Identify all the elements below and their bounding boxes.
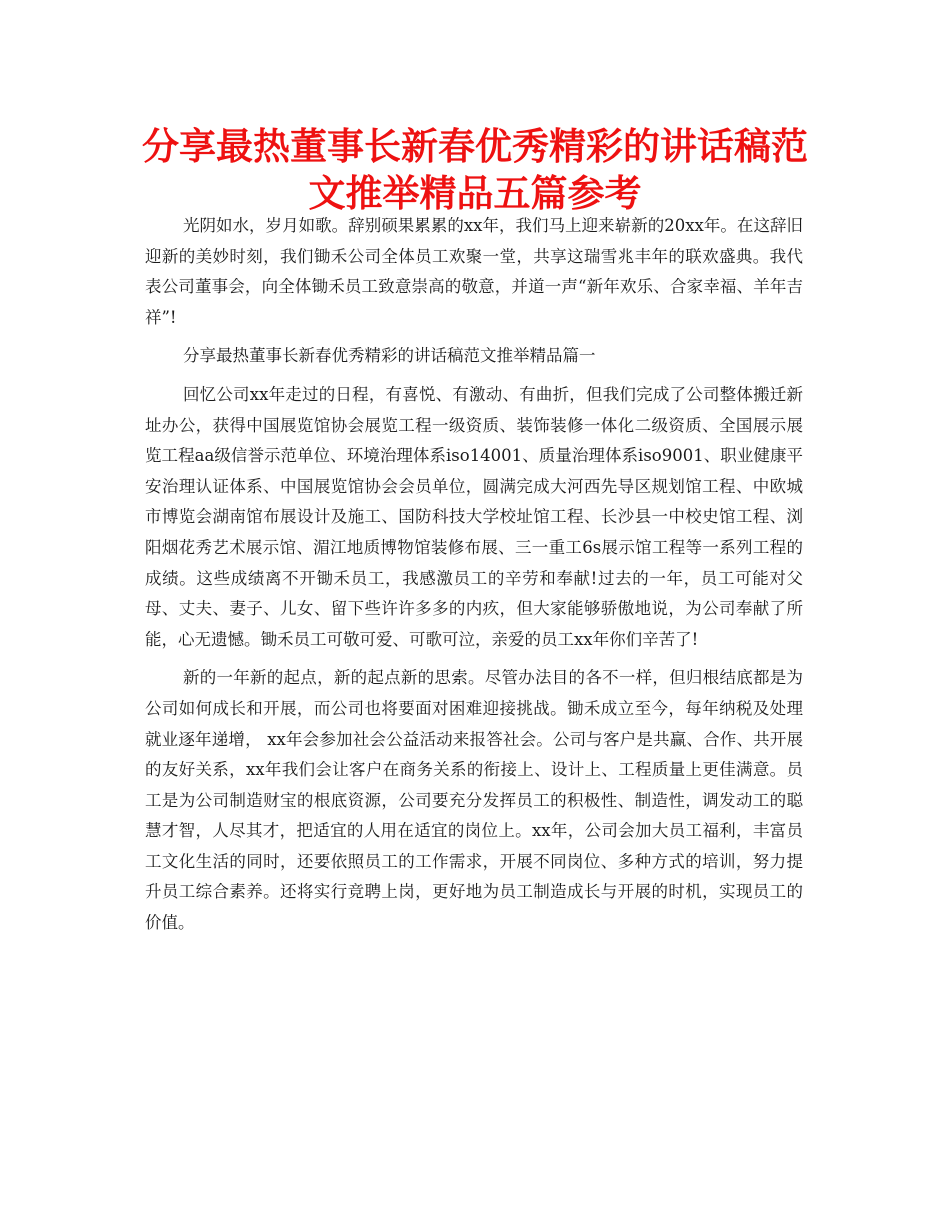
title-line-1: 分享最热董事长新春优秀精彩的讲话稿范 (142, 125, 808, 168)
document-body (145, 211, 803, 947)
paragraph-review: 回忆公司xx年走过的日程，有喜悦、有激动、有曲折，但我们完成了公司整体搬迁新址办公，获得中国展览馆协会展览工程一级资质、装饰装修一体化二级资质、全国展示展览工程aa级信誉示范单位、环境治理体系iso14001、质量治理体系iso9001、职业健康平安治理认证体系、中国展览馆协会会员单位，圆满完成大河西先导区规划馆工程、中欧城市博览会湖南馆布展设计及施工、国防科技大学校址馆工程、长沙县一中校史馆工程、浏阳烟花秀艺术展示馆、湄江地质博物馆装修布展、三一重工6s展示馆工程等一系列工程的成绩。这些成绩离不开锄禾员工，我感激员工的辛劳和奉献!过去的一年，员工可能对父母、丈夫、妻子、儿女、留下些许许多多的内疚，但大家能够骄傲地说，为公司奉献了所能，心无遗憾。锄禾员工可敬可爱、可歌可泣，亲爱的员工xx年你们辛苦了! (145, 384, 803, 649)
document-title (120, 123, 830, 217)
title-line-2: 文推举精品五篇参考 (308, 172, 642, 215)
paragraph-section-heading: 分享最热董事长新春优秀精彩的讲话稿范文推举精品篇一 (182, 346, 596, 366)
paragraph-intro: 光阴如水，岁月如歌。辞别硕果累累的xx年，我们马上迎来崭新的20xx年。在这辞旧迎新的美妙时刻，我们锄禾公司全体员工欢聚一堂，共享这瑞雪兆丰年的联欢盛典。我代表公司董事会，向全体锄禾员工致意崇高的敬意，并道一声“新年欢乐、合家幸福、羊年吉祥”! (145, 216, 803, 327)
paragraph-outlook: 新的一年新的起点，新的起点新的思索。尽管办法目的各不一样，但归根结底都是为公司如何成长和开展，而公司也将要面对困难迎接挑战。锄禾成立至今，每年纳税及处理就业逐年递增， xx年会参加社会公益活动来报答社会。公司与客户是共赢、合作、共开展的友好关系，xx年我们会让客户在商务关系的衔接上、设计上、工程质量上更佳满意。员工是为公司制造财宝的根底资源，公司要充分发挥员工的积极性、制造性，调发动工的聪慧才智，人尽其才，把适宜的人用在适宜的岗位上。xx年，公司会加大员工福利，丰富员工文化生活的同时，还要依照员工的工作需求，开展不同岗位、多种方式的培训，努力提升员工综合素养。还将实行竞聘上岗，更好地为员工制造成长与开展的时机，实现员工的价值。 (145, 668, 803, 933)
